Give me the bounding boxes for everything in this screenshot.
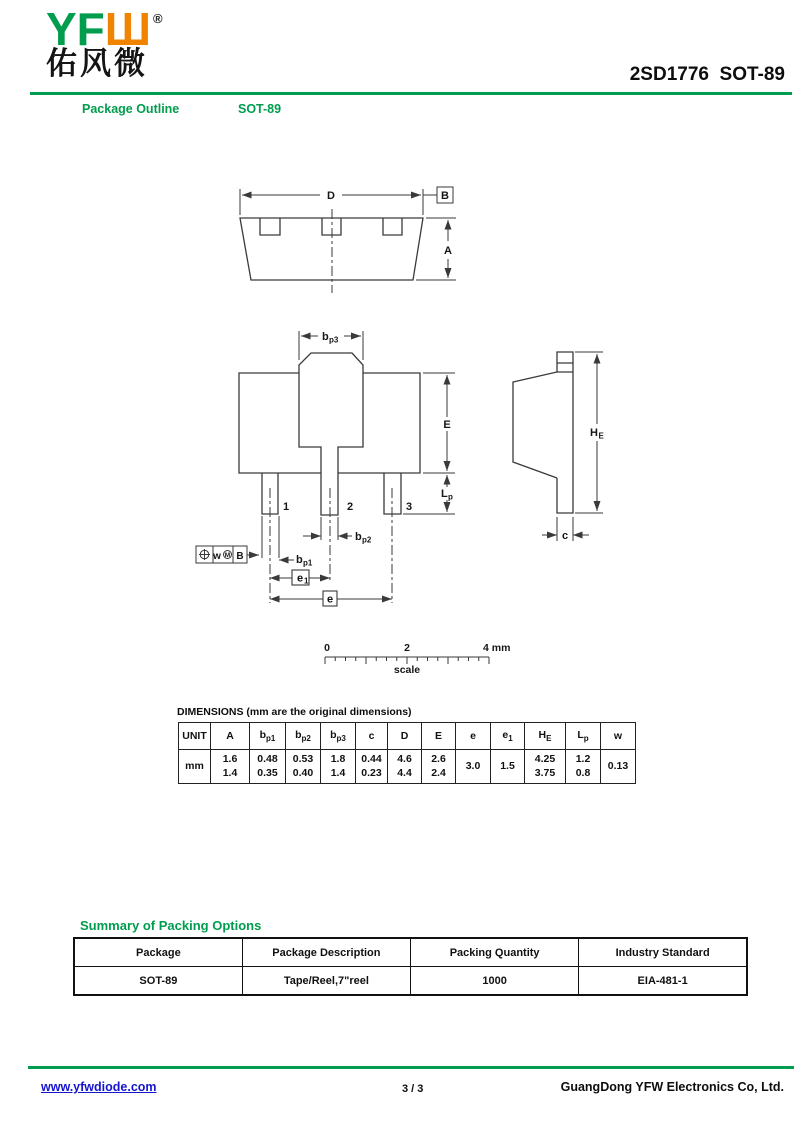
dim-value-cell: 4.25 3.75	[525, 750, 566, 784]
dim-D	[240, 189, 437, 215]
dim-value-cell: 2.6 2.4	[422, 750, 456, 784]
dim-value-cell: 3.0	[456, 750, 491, 784]
label-Lp-sub: p	[448, 492, 453, 502]
label-bp1-sub: p1	[303, 558, 313, 568]
label-E: E	[443, 419, 451, 431]
dim-e	[270, 591, 392, 606]
dim-value-cell: 0.13	[601, 750, 636, 784]
logo-chinese: 佑风微	[46, 45, 148, 81]
fcf-B: B	[236, 551, 244, 562]
label-e1-sub: 1	[304, 576, 309, 586]
section-package-name: SOT-89	[238, 102, 282, 116]
label-bp2: b	[355, 531, 362, 543]
packing-title: Summary of Packing Options	[80, 918, 262, 933]
label-bp2-sub: p2	[362, 535, 372, 545]
dim-unit-cell: mm	[179, 750, 211, 784]
dim-c	[542, 517, 589, 542]
dim-col-header: D	[388, 723, 422, 750]
label-B: B	[441, 190, 449, 202]
dim-e1	[270, 570, 330, 586]
top-view	[240, 187, 456, 293]
dim-HE	[575, 352, 605, 513]
dim-value-cell: 0.48 0.35	[250, 750, 286, 784]
dim-E	[423, 373, 455, 473]
packing-col-header: Industry Standard	[579, 938, 747, 967]
dim-col-header: e	[456, 723, 491, 750]
dim-col-header: $L_p$	[566, 723, 601, 750]
fcf-w: w	[213, 551, 221, 562]
dim-value-cell: 0.44 0.23	[356, 750, 388, 784]
dim-value-cell: 1.6 1.4	[211, 750, 250, 784]
body-side-profile	[513, 372, 557, 478]
label-bp3-sub: p3	[329, 335, 339, 345]
label-e1: e	[297, 572, 304, 585]
dim-value-cell: 0.53 0.40	[286, 750, 321, 784]
packing-value-cell: Tape/Reel,7"reel	[242, 967, 410, 996]
scale-0: 0	[324, 642, 330, 654]
label-D: D	[327, 190, 335, 202]
packing-table	[73, 937, 748, 996]
dim-value-cell: 1.5	[491, 750, 525, 784]
logo-mark: Ш	[104, 3, 152, 55]
scale-4mm: 4 mm	[483, 642, 511, 654]
label-A: A	[444, 245, 452, 257]
packing-col-header: Package	[74, 938, 242, 967]
dimensions-title: DIMENSIONS (mm are the original dimensions)	[177, 706, 412, 718]
tab-lead-profile	[557, 352, 573, 513]
notch-1	[260, 218, 280, 235]
dim-col-header: c	[356, 723, 388, 750]
datum-B	[437, 187, 453, 203]
yfw-logo	[46, 3, 163, 81]
feature-control-frame	[196, 546, 259, 563]
packing-value-cell: 1000	[411, 967, 579, 996]
dim-col-header: $e_1$	[491, 723, 525, 750]
label-bp1: b	[296, 554, 303, 566]
package-outline-drawing	[0, 150, 800, 680]
pin-2-number: 2	[346, 501, 354, 513]
dim-value-cell: 4.6 4.4	[388, 750, 422, 784]
body-left	[239, 373, 321, 473]
label-c: c	[561, 530, 569, 542]
dim-col-header: UNIT	[179, 723, 211, 750]
dim-col-header: $b_{p1}$	[250, 723, 286, 750]
part-number-title: 2SD1776 SOT-89	[629, 64, 785, 85]
pin-3-number: 3	[405, 501, 413, 513]
dim-col-header: A	[211, 723, 250, 750]
scale-label: scale	[393, 664, 421, 676]
heat-tab	[299, 353, 363, 515]
label-e: e	[326, 593, 334, 606]
page-number: 3 / 3	[402, 1083, 424, 1095]
dim-col-header: $H_E$	[525, 723, 566, 750]
pin-edge-extensions	[262, 516, 338, 558]
header-rule	[30, 92, 792, 95]
dimensions-table	[178, 722, 636, 784]
dim-value-cell: 1.2 0.8	[566, 750, 601, 784]
dim-col-header: E	[422, 723, 456, 750]
footer-rule	[28, 1066, 794, 1069]
tab-lines	[557, 363, 573, 372]
label-bp3: b	[322, 331, 329, 343]
registered-mark: ®	[153, 11, 163, 26]
body-right	[338, 373, 420, 473]
dim-col-header: w	[601, 723, 636, 750]
logo-text-yf: YF	[46, 3, 105, 55]
packing-col-header: Package Description	[242, 938, 410, 967]
packing-value-cell: SOT-89	[74, 967, 242, 996]
packing-value-cell: EIA-481-1	[579, 967, 747, 996]
label-HE: H	[590, 427, 598, 439]
scale-bar	[324, 642, 510, 676]
section-title: Package Outline	[82, 102, 180, 116]
scale-ticks	[325, 657, 489, 664]
website-link[interactable]: www.yfwdiode.com	[41, 1080, 157, 1094]
notch-3	[383, 218, 402, 235]
packing-col-header: Packing Quantity	[411, 938, 579, 967]
fcf-M: M	[224, 552, 231, 559]
front-view	[196, 331, 455, 606]
dim-col-header: $b_{p2}$	[286, 723, 321, 750]
dim-bp1	[279, 554, 313, 568]
side-view	[513, 352, 605, 542]
label-Lp: L	[441, 488, 448, 500]
dim-col-header: $b_{p3}$	[321, 723, 356, 750]
dim-bp2	[303, 531, 372, 545]
dim-value-cell: 1.8 1.4	[321, 750, 356, 784]
company-name: GuangDong YFW Electronics Co, Ltd.	[560, 1080, 784, 1094]
label-HE-sub: E	[598, 431, 604, 441]
pin-1-number: 1	[282, 501, 290, 513]
scale-2: 2	[404, 642, 410, 654]
